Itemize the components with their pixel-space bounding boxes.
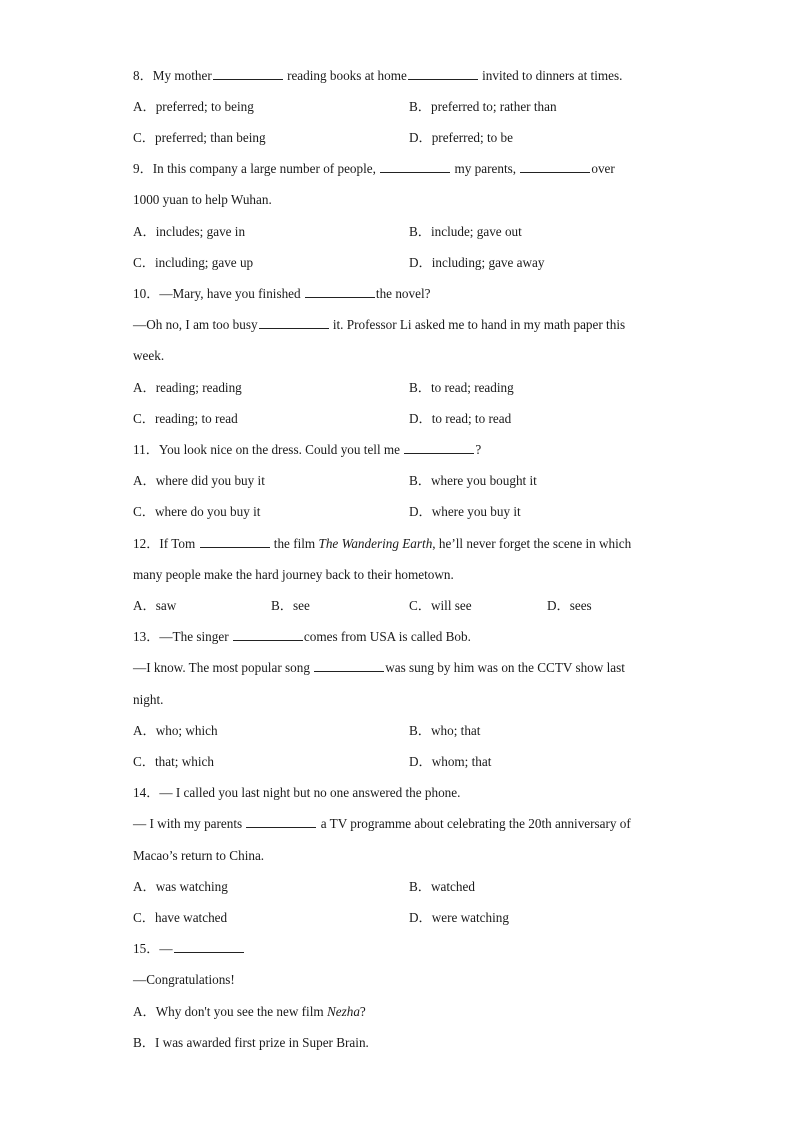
q10-line2-text: —Oh no, I am too busy: [133, 317, 258, 332]
q8-option-a[interactable]: A．preferred; to being: [133, 99, 254, 114]
q9-blank-1[interactable]: [380, 160, 450, 173]
q8-stem: [133, 67, 674, 85]
q11-blank[interactable]: [404, 441, 474, 454]
q10-option-a[interactable]: A．reading; reading: [133, 380, 242, 395]
q10-stem-text: 10．—Mary, have you finished: [133, 286, 304, 301]
q10-option-d[interactable]: D．to read; to read: [409, 411, 512, 426]
q11-stem-text: ?: [475, 442, 482, 457]
q15-option-a-text: A．Why don't you see the new film: [133, 1004, 327, 1019]
q13-line3: night.: [133, 692, 164, 707]
q12-stem-text: 12．If Tom: [133, 536, 199, 551]
q12-stem-text: , he’ll never forget the scene in which: [432, 536, 632, 551]
q15-film-title: Nezha: [326, 1004, 360, 1019]
q13-stem-text: comes from USA is called Bob.: [303, 629, 471, 644]
q13-option-c[interactable]: C．that; which: [133, 754, 214, 769]
q8-stem-text: invited to dinners at times.: [478, 68, 623, 83]
q10-blank-1[interactable]: [305, 285, 375, 298]
q12-option-b[interactable]: B．see: [271, 598, 310, 613]
q13-line2: [133, 659, 674, 677]
q13-line2-text: was sung by him was on the CCTV show last: [385, 660, 625, 675]
q8-option-d[interactable]: D．preferred; to be: [409, 130, 513, 145]
q15-option-b[interactable]: B．I was awarded first prize in Super Brain.: [133, 1035, 369, 1050]
q9-stem-line2: 1000 yuan to help Wuhan.: [133, 192, 272, 207]
q9-option-a[interactable]: A．includes; gave in: [133, 224, 246, 239]
q11-option-b[interactable]: B．where you bought it: [409, 473, 537, 488]
q9-stem-text: over: [591, 161, 615, 176]
q10-line2: [133, 316, 674, 334]
q9-option-d[interactable]: D．including; gave away: [409, 255, 545, 270]
q11-option-d[interactable]: D．where you buy it: [409, 504, 521, 519]
q12-film-title: The Wandering Earth: [318, 536, 433, 551]
q10-stem: [133, 285, 674, 303]
q14-option-b[interactable]: B．watched: [409, 879, 475, 894]
q12-line2: many people make the hard journey back to their hometown.: [133, 567, 454, 582]
q13-option-a[interactable]: A．who; which: [133, 723, 218, 738]
q9-option-b[interactable]: B．include; gave out: [409, 224, 522, 239]
q14-line2: [133, 815, 674, 833]
q12-blank[interactable]: [200, 535, 270, 548]
q8-blank-1[interactable]: [213, 67, 283, 80]
q13-stem: [133, 628, 674, 646]
q9-stem-text: my parents,: [451, 161, 520, 176]
q9-option-c[interactable]: C．including; gave up: [133, 255, 254, 270]
q8-option-b[interactable]: B．preferred to; rather than: [409, 99, 557, 114]
q14-stem: 14．— I called you last night but no one answered the phone.: [133, 785, 461, 800]
q13-option-d[interactable]: D．whom; that: [409, 754, 492, 769]
q13-option-b[interactable]: B．who; that: [409, 723, 481, 738]
q12-stem: [133, 535, 674, 553]
q8-option-c[interactable]: C．preferred; than being: [133, 130, 266, 145]
q12-option-d[interactable]: D．sees: [547, 598, 592, 613]
q12-option-c[interactable]: C．will see: [409, 598, 472, 613]
q14-line2-text: a TV programme about celebrating the 20th anniversary of: [317, 816, 631, 831]
q12-option-a[interactable]: A．saw: [133, 598, 177, 613]
q13-line2-text: —I know. The most popular song: [133, 660, 314, 675]
q9-stem: [133, 160, 674, 178]
q8-stem-text: 8．My mother: [133, 68, 212, 83]
q14-option-d[interactable]: D．were watching: [409, 910, 509, 925]
q10-line3: week.: [133, 348, 165, 363]
q15-blank[interactable]: [174, 940, 244, 953]
q14-line3: Macao’s return to China.: [133, 848, 265, 863]
q8-blank-2[interactable]: [408, 67, 478, 80]
q15-option-a-text: ?: [359, 1004, 366, 1019]
q14-blank[interactable]: [246, 815, 316, 828]
q11-stem-text: 11．You look nice on the dress. Could you tell me: [133, 442, 404, 457]
q12-stem-text: the film: [270, 536, 319, 551]
q10-stem-text: the novel?: [375, 286, 431, 301]
q13-stem-text: 13．—The singer: [133, 629, 232, 644]
q15-stem-text: 15．—: [133, 941, 173, 956]
q11-option-a[interactable]: A．where did you buy it: [133, 473, 265, 488]
q15-option-a[interactable]: [133, 1003, 366, 1021]
q14-line2-text: — I with my parents: [133, 816, 246, 831]
q9-blank-2[interactable]: [520, 160, 590, 173]
q15-stem: [133, 940, 674, 958]
q8-stem-text: reading books at home: [283, 68, 407, 83]
q10-blank-2[interactable]: [259, 316, 329, 329]
q15-line2: —Congratulations!: [133, 972, 235, 987]
q13-blank-1[interactable]: [233, 628, 303, 641]
q11-option-c[interactable]: C．where do you buy it: [133, 504, 261, 519]
q10-line2-text: it. Professor Li asked me to hand in my math paper this: [329, 317, 626, 332]
q10-option-b[interactable]: B．to read; reading: [409, 380, 514, 395]
q10-option-c[interactable]: C．reading; to read: [133, 411, 238, 426]
q9-stem-text: 9．In this company a large number of people,: [133, 161, 380, 176]
q13-blank-2[interactable]: [314, 659, 384, 672]
q14-option-a[interactable]: A．was watching: [133, 879, 228, 894]
q11-stem: [133, 441, 674, 459]
q14-option-c[interactable]: C．have watched: [133, 910, 228, 925]
